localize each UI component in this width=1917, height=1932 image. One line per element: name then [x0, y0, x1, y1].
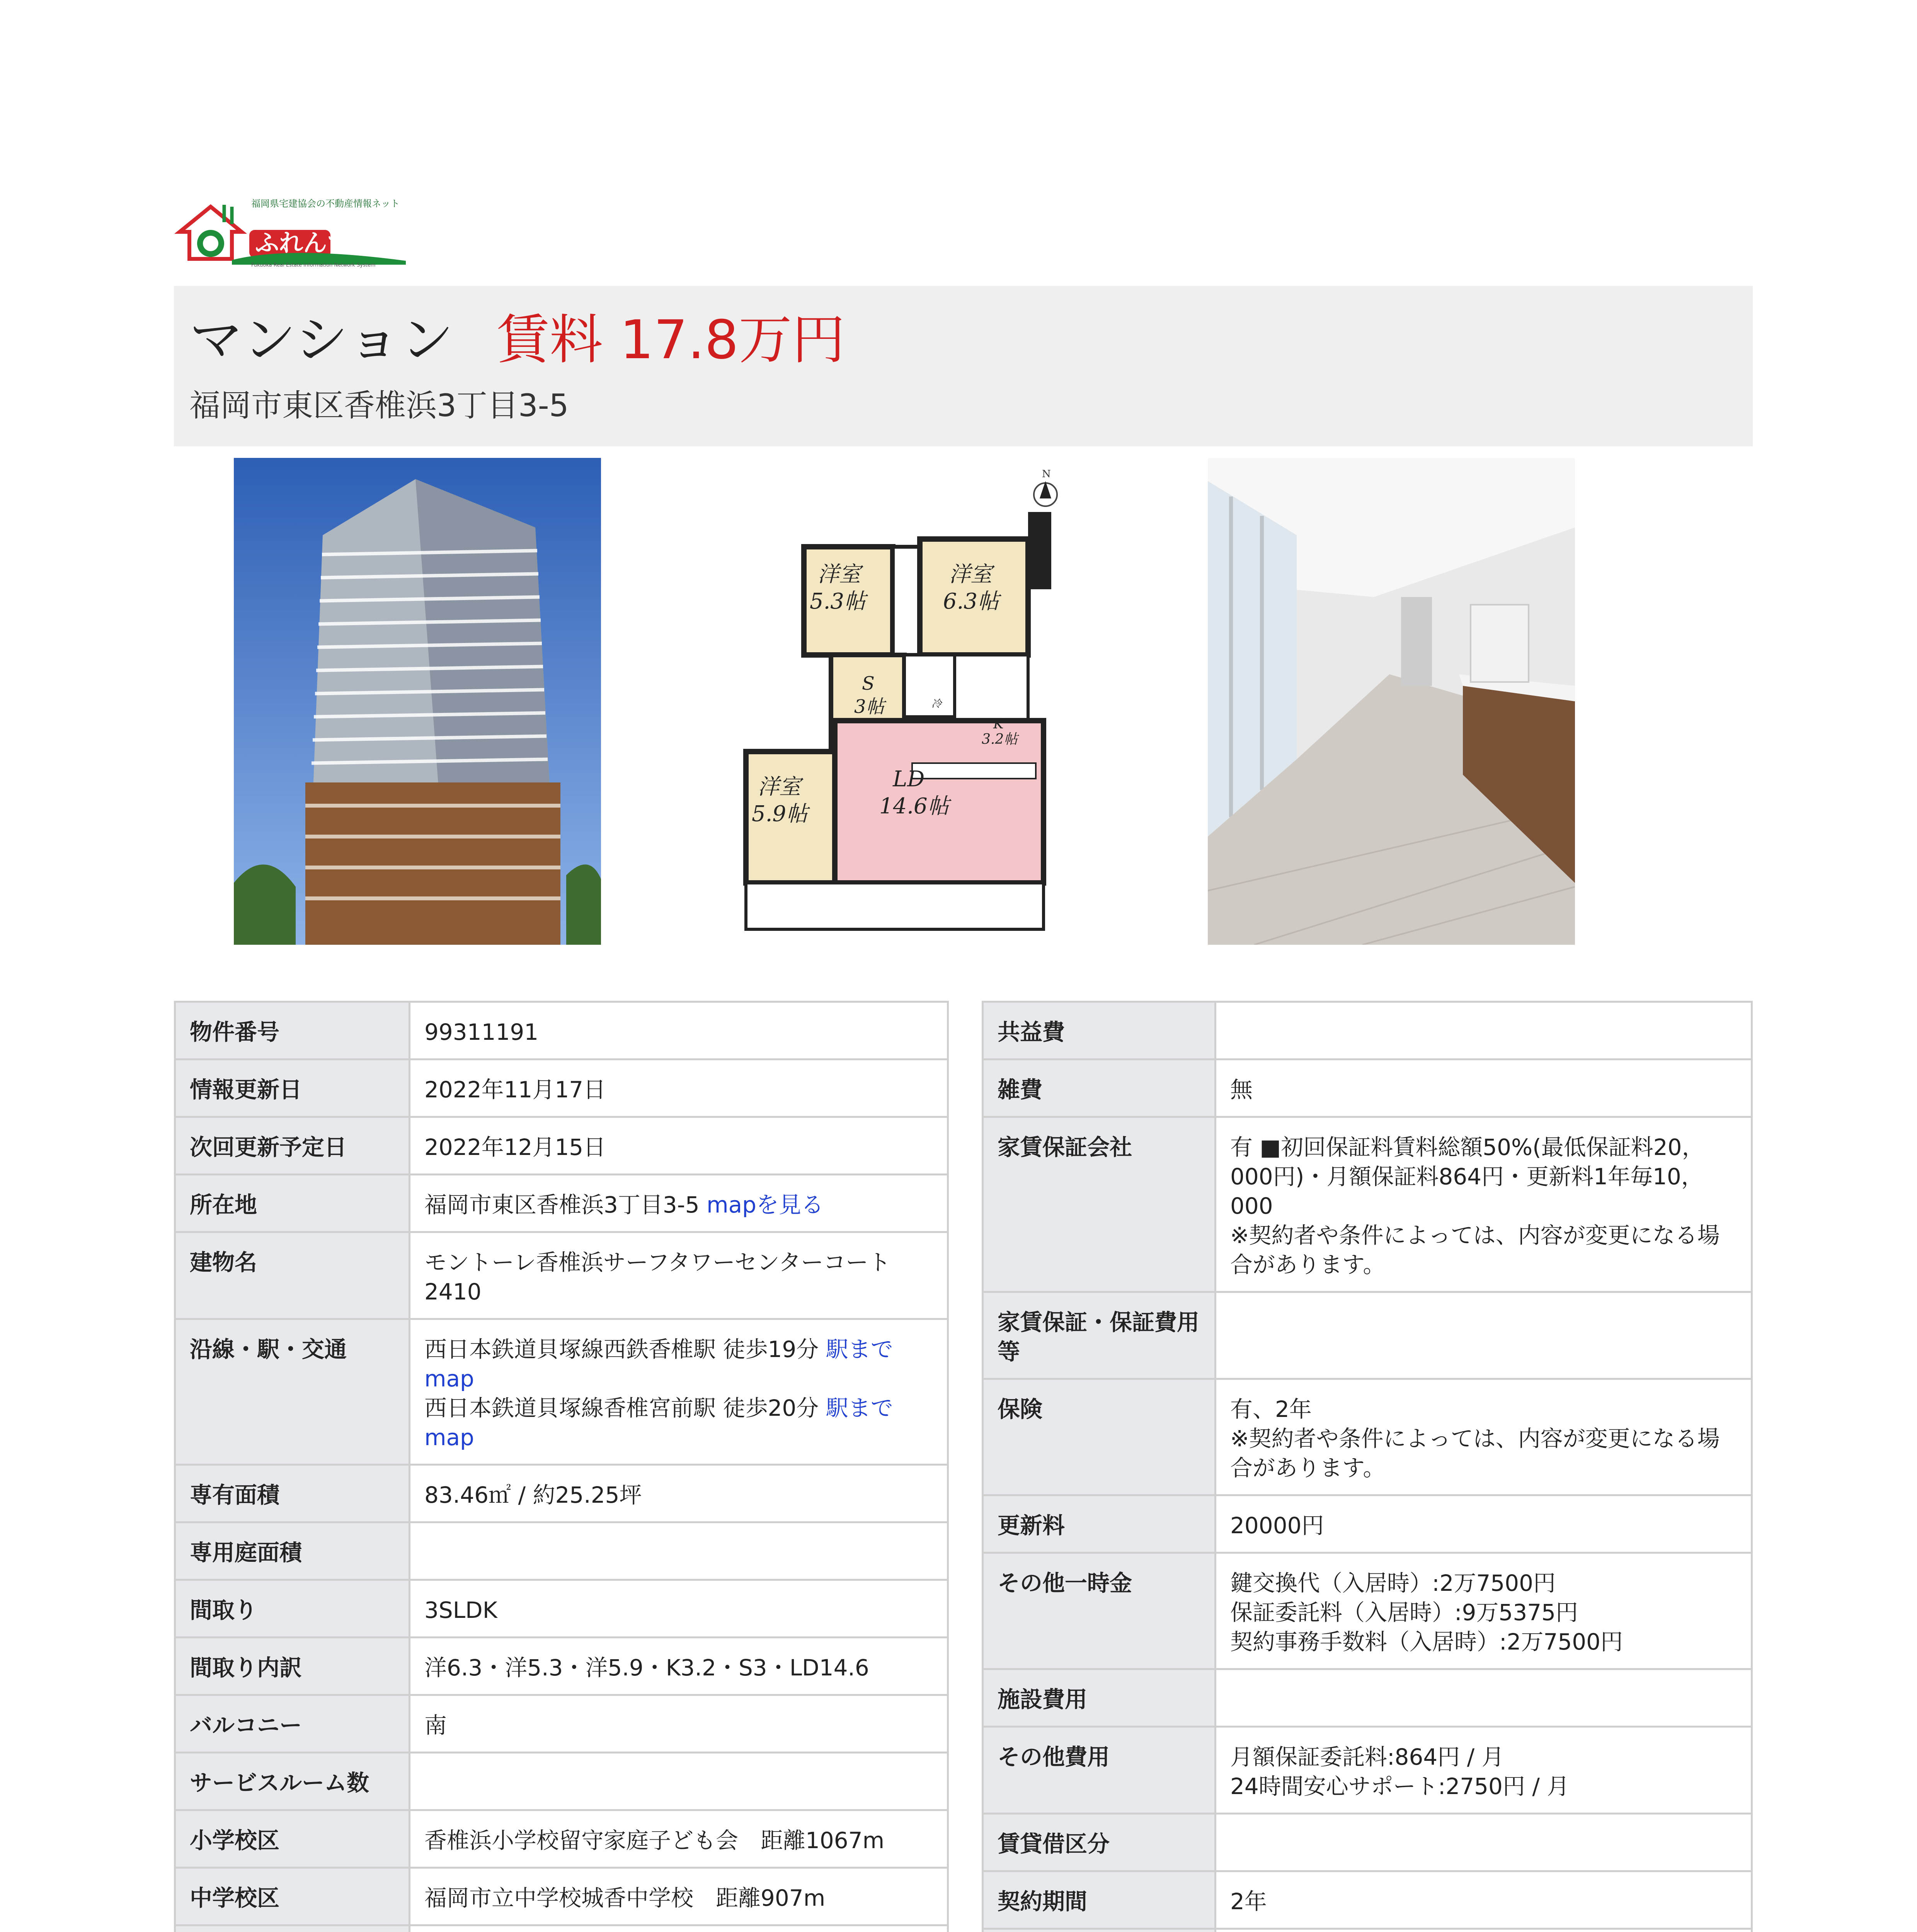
table-row	[175, 1117, 948, 1175]
field-value	[410, 1232, 948, 1319]
field-label: 賃貸借区分	[983, 1814, 1216, 1871]
field-value	[1216, 1871, 1752, 1929]
room-k-name: K	[993, 716, 1004, 732]
field-label: 家賃保証・保証費用等	[983, 1292, 1216, 1379]
value-text: 無	[1230, 1077, 1253, 1103]
building-photo[interactable]	[234, 458, 601, 945]
table-row	[175, 1925, 948, 1932]
value-line: 鍵交換代（入居時）:2万7500円	[1230, 1570, 1556, 1596]
value-text: 3SLDK	[424, 1597, 497, 1623]
field-value	[410, 1117, 948, 1175]
table-row	[175, 1638, 948, 1695]
listing-address: 福岡市東区香椎浜3丁目3-5	[189, 388, 569, 423]
listing-title	[189, 303, 1737, 377]
field-value	[410, 1522, 948, 1580]
field-value	[410, 1002, 948, 1060]
table-row	[983, 1727, 1752, 1814]
field-value	[1216, 1727, 1752, 1814]
table-row	[175, 1465, 948, 1522]
value-text: 83.46㎡ / 約25.25坪	[424, 1482, 642, 1508]
field-value	[410, 1580, 948, 1638]
rent-price: 賃料 17.8万円	[496, 309, 845, 371]
field-value	[410, 1753, 948, 1810]
field-label: 保険	[983, 1379, 1216, 1495]
table-row	[983, 1553, 1752, 1669]
field-label	[175, 1925, 410, 1932]
table-row	[983, 1814, 1752, 1871]
field-label: 専用庭面積	[175, 1522, 410, 1580]
table-row	[175, 1580, 948, 1638]
room-3-name: 洋室	[758, 774, 801, 799]
field-value	[1216, 1814, 1752, 1871]
value-text: 99311191	[424, 1019, 539, 1045]
logo-tagline: 福岡県宅建協会の不動産情報ネット	[251, 198, 400, 209]
table-row	[175, 1175, 948, 1232]
spec-table-left	[174, 1001, 949, 1932]
field-label: 間取り	[175, 1580, 410, 1638]
value-text: 福岡市東区香椎浜3丁目3-5	[424, 1192, 707, 1218]
value-line: 有 ■初回保証料賃料総額50%(最低保証料20，000円)・月額保証料864円・更新料1年毎10，000	[1230, 1134, 1704, 1219]
room-2-name: 洋室	[949, 562, 992, 587]
value-line: 月額保証委託料:864円 / 月	[1230, 1744, 1504, 1770]
value-line: 保証委託料（入居時）:9万5375円	[1230, 1599, 1578, 1626]
field-label: サービスルーム数	[175, 1753, 410, 1810]
station-map-link[interactable]: 駅までmap	[424, 1395, 893, 1451]
field-label: 間取り内訳	[175, 1638, 410, 1695]
value-text: 2022年12月15日	[424, 1134, 606, 1160]
field-value	[410, 1810, 948, 1868]
table-row	[175, 1753, 948, 1810]
room-1-name: 洋室	[817, 562, 861, 587]
value-line: 有、2年	[1230, 1396, 1312, 1422]
room-s-name: S	[862, 673, 875, 694]
field-label: 施設費用	[983, 1669, 1216, 1727]
value-line: 契約事務手数料（入居時）:2万7500円	[1230, 1629, 1623, 1655]
route-line	[424, 1335, 933, 1393]
field-value	[410, 1319, 948, 1465]
table-row	[175, 1002, 948, 1060]
field-label: その他一時金	[983, 1553, 1216, 1669]
logo-name: ふれんず	[255, 229, 351, 257]
table-row	[175, 1868, 948, 1925]
field-label: 物件番号	[175, 1002, 410, 1060]
value-line: ※契約者や条件によっては、内容が変更になる場合があります。	[1230, 1222, 1720, 1278]
floor-plan-drawing	[742, 458, 1105, 945]
field-label: バルコニー	[175, 1695, 410, 1753]
table-row	[983, 1379, 1752, 1495]
station-map-link[interactable]: 駅までmap	[424, 1336, 893, 1392]
listing-header	[174, 286, 1753, 446]
living-room-image	[1208, 458, 1575, 945]
field-label	[983, 1929, 1216, 1932]
field-value	[1216, 1669, 1752, 1727]
spec-table-right	[982, 1001, 1753, 1932]
north-mark: N	[1042, 468, 1051, 480]
field-value	[1216, 1117, 1752, 1292]
field-value	[1216, 1002, 1752, 1060]
field-value	[1216, 1292, 1752, 1379]
field-value	[1216, 1553, 1752, 1669]
field-value	[410, 1638, 948, 1695]
field-label: 情報更新日	[175, 1060, 410, 1117]
table-row	[983, 1929, 1752, 1932]
room-2-size: 6.3帖	[943, 589, 999, 614]
room-3-size: 5.9帖	[752, 801, 808, 827]
floor-plan[interactable]	[742, 458, 1105, 945]
furenzu-logo-graphic	[174, 191, 410, 269]
field-label: 建物名	[175, 1232, 410, 1319]
logo-subtitle: Fukuoka Real Estate Information Network System	[251, 262, 376, 268]
property-type: マンション	[189, 309, 454, 371]
value-text: 2年	[1230, 1888, 1267, 1915]
field-value	[1216, 1495, 1752, 1553]
field-label: 次回更新予定日	[175, 1117, 410, 1175]
site-logo[interactable]	[174, 191, 410, 269]
route-text: 西日本鉄道貝塚線香椎宮前駅 徒歩20分	[424, 1395, 826, 1421]
value-text: 2022年11月17日	[424, 1077, 606, 1103]
map-link[interactable]: mapを見る	[707, 1192, 824, 1218]
value-text: 南	[424, 1712, 447, 1738]
field-label: 契約期間	[983, 1871, 1216, 1929]
table-row	[175, 1232, 948, 1319]
field-label: その他費用	[983, 1727, 1216, 1814]
table-row	[983, 1117, 1752, 1292]
field-value	[410, 1465, 948, 1522]
field-value	[410, 1868, 948, 1925]
table-row	[175, 1319, 948, 1465]
field-label: 小学校区	[175, 1810, 410, 1868]
table-row	[175, 1695, 948, 1753]
room-s-size: 3帖	[854, 696, 885, 718]
tower-image	[234, 458, 601, 945]
value-line: ※契約者や条件によっては、内容が変更になる場合があります。	[1230, 1425, 1720, 1481]
fridge-mark: 冷	[931, 698, 942, 710]
field-label: 更新料	[983, 1495, 1216, 1553]
value-line: 24時間安心サポート:2750円 / 月	[1230, 1773, 1570, 1799]
value-text: 洋6.3・洋5.3・洋5.9・K3.2・S3・LD14.6	[424, 1655, 869, 1681]
field-value	[1216, 1929, 1752, 1932]
table-row	[983, 1871, 1752, 1929]
room-ld-size: 14.6帖	[879, 794, 949, 819]
field-label: 中学校区	[175, 1868, 410, 1925]
value-text: モントーレ香椎浜サーフタワーセンターコート2410	[424, 1249, 891, 1305]
table-row	[175, 1060, 948, 1117]
field-value	[410, 1925, 948, 1932]
table-row	[983, 1292, 1752, 1379]
field-value	[410, 1060, 948, 1117]
room-k-size: 3.2帖	[982, 731, 1018, 747]
route-text: 西日本鉄道貝塚線西鉄香椎駅 徒歩19分	[424, 1336, 826, 1362]
field-value	[410, 1175, 948, 1232]
field-label: 共益費	[983, 1002, 1216, 1060]
value-text: 福岡市立中学校城香中学校 距離907m	[424, 1885, 826, 1911]
value-text: 香椎浜小学校留守家庭子ども会 距離1067m	[424, 1827, 885, 1854]
table-row	[983, 1669, 1752, 1727]
value-text: 20000円	[1230, 1512, 1324, 1539]
field-label: 沿線・駅・交通	[175, 1319, 410, 1465]
field-value	[1216, 1379, 1752, 1495]
interior-photo[interactable]	[1208, 458, 1575, 945]
table-row	[175, 1522, 948, 1580]
table-row	[175, 1810, 948, 1868]
field-label: 雑費	[983, 1060, 1216, 1117]
route-line	[424, 1393, 933, 1452]
field-value	[1216, 1060, 1752, 1117]
field-value	[410, 1695, 948, 1753]
table-row	[983, 1002, 1752, 1060]
room-ld-name: LD	[893, 767, 925, 792]
field-label: 専有面積	[175, 1465, 410, 1522]
table-row	[983, 1495, 1752, 1553]
field-label: 家賃保証会社	[983, 1117, 1216, 1292]
room-1-size: 5.3帖	[810, 589, 866, 614]
table-row	[983, 1060, 1752, 1117]
field-label: 所在地	[175, 1175, 410, 1232]
